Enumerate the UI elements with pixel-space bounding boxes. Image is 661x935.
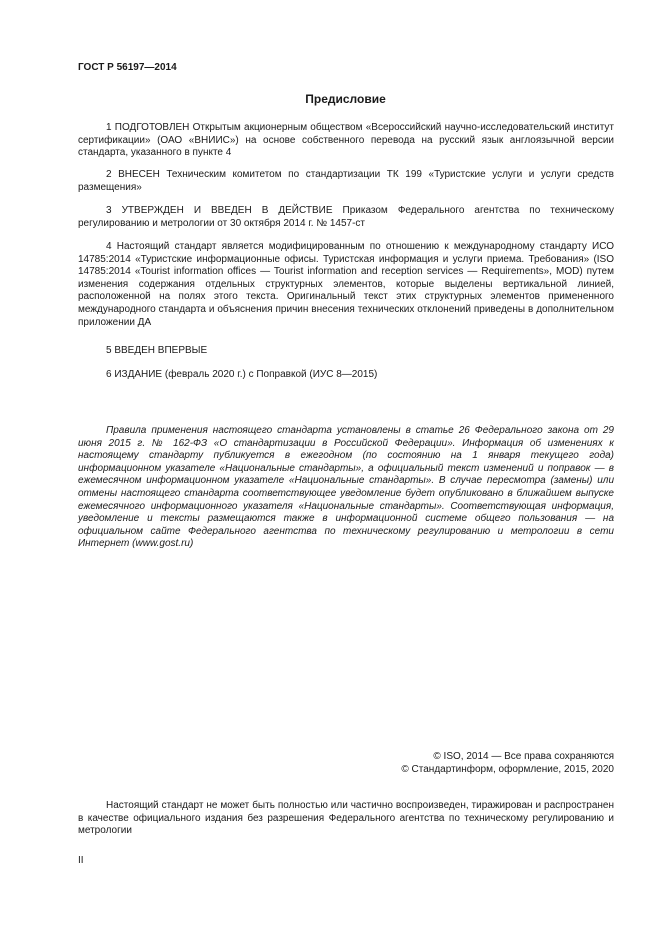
reproduction-notice xyxy=(78,800,614,838)
preface-item-5 xyxy=(78,345,614,358)
standard-code: ГОСТ Р 56197—2014 xyxy=(78,62,177,73)
preface-item-2 xyxy=(78,169,614,194)
preface-item-1-text: 1 ПОДГОТОВЛЕН Открытым акционерным обществом «Всероссийский научно-исследовательский институт сертификации» (ОАО «ВНИИС») на основе собственного перевода на русский язык англоязычной версии стандарта, указанного в пункте 4 xyxy=(78,122,614,159)
page-title: Предисловие xyxy=(305,92,386,106)
preface-item-4 xyxy=(78,241,614,329)
preface-item-6 xyxy=(78,369,614,382)
preface-item-3 xyxy=(78,205,614,230)
preface-item-6-text: 6 ИЗДАНИЕ (февраль 2020 г.) с Поправкой (ИУС 8—2015) xyxy=(106,369,378,380)
preface-item-2-text: 2 ВНЕСЕН Техническим комитетом по стандартизации ТК 199 «Туристские услуги и услуги средств размещения» xyxy=(78,169,614,193)
preface-item-1 xyxy=(78,122,614,160)
reproduction-notice-text: Настоящий стандарт не может быть полностью или частично воспроизведен, тиражирован и распространен в качестве официального издания без разрешения Федерального агентства по техническому регулированию и метрологии xyxy=(78,800,614,837)
copyright-iso: © ISO, 2014 — Все права сохраняются xyxy=(433,751,614,762)
page-number: II xyxy=(78,855,84,866)
preface-item-3-text: 3 УТВЕРЖДЕН И ВВЕДЕН В ДЕЙСТВИЕ Приказом Федерального агентства по техническому регулированию и метрологии от 30 октября 2014 г. № 1457-ст xyxy=(78,205,614,229)
standard-application-notice xyxy=(78,425,614,551)
preface-item-5-text: 5 ВВЕДЕН ВПЕРВЫЕ xyxy=(106,345,208,356)
preface-item-4-text: 4 Настоящий стандарт является модифицированным по отношению к международному стандарту ИСО 14785:2014 «Туристские информационные офисы. Туристская информация и услуги приема. Требования» (ISO 14785:2014 «Tourist information offices — Tourist information and reception services — Requirements», MOD) путем изменения содержания отдельных структурных элементов, которые выделены вертикальной линией, расположенной на полях этого текста. Оригинальный текст этих структурных элементов примененного международного стандарта и объяснения причин внесения технических отклонений приведены в дополнительном приложении ДА xyxy=(78,241,614,328)
notice-text: Правила применения настоящего стандарта установлены в статье 26 Федерального закона от 29 июня 2015 г. № 162-ФЗ «О стандартизации в Российской Федерации». Информация об изменениях к настоящему стандарту публикуется в ежегодном (по состоянию на 1 января текущего года) информационном указателе «Национальные стандарты», а официальный текст изменений и поправок — в ежемесячном информационном указателе «Национальные стандарты». В случае пересмотра (замены) или отмены настоящего стандарта соответствующее уведомление будет опубликовано в ближайшем выпуске ежемесячного информационного указателя «Национальные стандарты». Соответствующая информация, уведомление и тексты размещаются также в информационной системе общего пользования — на официальном сайте Федерального агентства по техническому регулированию и метрологии в сети Интернет (www.gost.ru) xyxy=(78,425,614,550)
copyright-standartinform: © Стандартинформ, оформление, 2015, 2020 xyxy=(401,764,614,775)
